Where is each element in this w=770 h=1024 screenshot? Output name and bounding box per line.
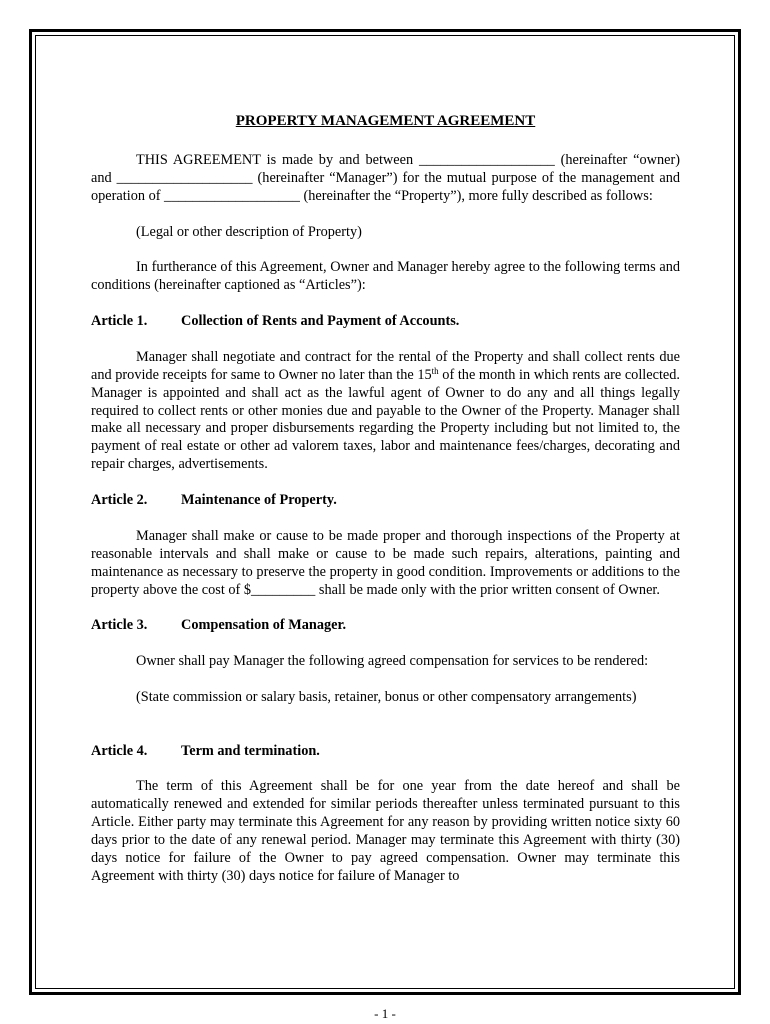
article-1-heading: [91, 313, 680, 331]
document-title: PROPERTY MANAGEMENT AGREEMENT: [235, 113, 536, 129]
article-title: Compensation of Manager.: [181, 617, 347, 634]
article-number: Article 4.: [91, 742, 148, 759]
article-4-heading: [91, 743, 680, 761]
article-1-text-a: Manager shall negotiate and contract for the rental of the Property and shall collect rents due and provide receipts for same to Owner no later than the 15: [91, 348, 680, 383]
legal-description: (Legal or other description of Property): [136, 223, 362, 240]
page-number: - 1 -: [374, 1006, 396, 1021]
article-title: Maintenance of Property.: [181, 492, 337, 509]
article-1-text-b: of the month in which rents are collected. Manager is appointed and shall act as the lawful agent of Owner to do any and all things legally required to collect rents or other monies due and payable to the Owner of the Property. Manager shall make all necessary and proper disbursements regarding the Property including but not limited to, the payment of real estate or other ad valorem taxes, labor and maintenance fees/charges, decorating and repair charges, advertisements.: [91, 366, 680, 473]
intro-paragraph: THIS AGREEMENT is made by and between ___________________ (hereinafter “owner) and ___________________ (hereinafter “Manager”) for the mutual purpose of the management and operation of ___________________ (hereinafter the “Property”), more fully described as follows:: [91, 151, 680, 204]
article-1-body: [91, 349, 680, 474]
article-3-body: Owner shall pay Manager the following agreed compensation for services to be rendered:: [136, 653, 649, 670]
article-title: Collection of Rents and Payment of Accounts.: [181, 313, 460, 330]
furtherance-paragraph: In furtherance of this Agreement, Owner and Manager hereby agree to the following terms and conditions (hereinafter captioned as “Articles”):: [91, 259, 680, 294]
article-number: Article 2.: [91, 492, 148, 509]
article-4-body: The term of this Agreement shall be for one year from the date hereof and shall be automatically renewed and extended for similar periods thereafter unless terminated pursuant to this Article. Either party may terminate this Agreement for any reason by providing written notice sixty 60 days prior to the date of any renewal period. Manager may terminate this Agreement with thirty (30) days notice for failure of the Owner to pay agreed compensation. Owner may terminate this Agreement with thirty (30) days notice for failure of Manager to: [91, 778, 680, 884]
article-title: Term and termination.: [181, 742, 320, 759]
ordinal-suffix: th: [431, 365, 439, 376]
document-body: [91, 108, 680, 886]
article-number: Article 3.: [91, 617, 148, 634]
article-3-note: (State commission or salary basis, retainer, bonus or other compensatory arrangements): [136, 688, 637, 705]
article-2-body: Manager shall make or cause to be made proper and thorough inspections of the Property at reasonable intervals and shall make or cause to be made such repairs, alterations, painting and maintenance as necessary to preserve the property in good condition. Improvements or additions to the property above the cost of $_________ shall be made only with the prior written consent of Owner.: [91, 527, 680, 598]
article-number: Article 1.: [91, 313, 148, 330]
article-2-heading: [91, 492, 680, 510]
article-3-heading: [91, 617, 680, 635]
